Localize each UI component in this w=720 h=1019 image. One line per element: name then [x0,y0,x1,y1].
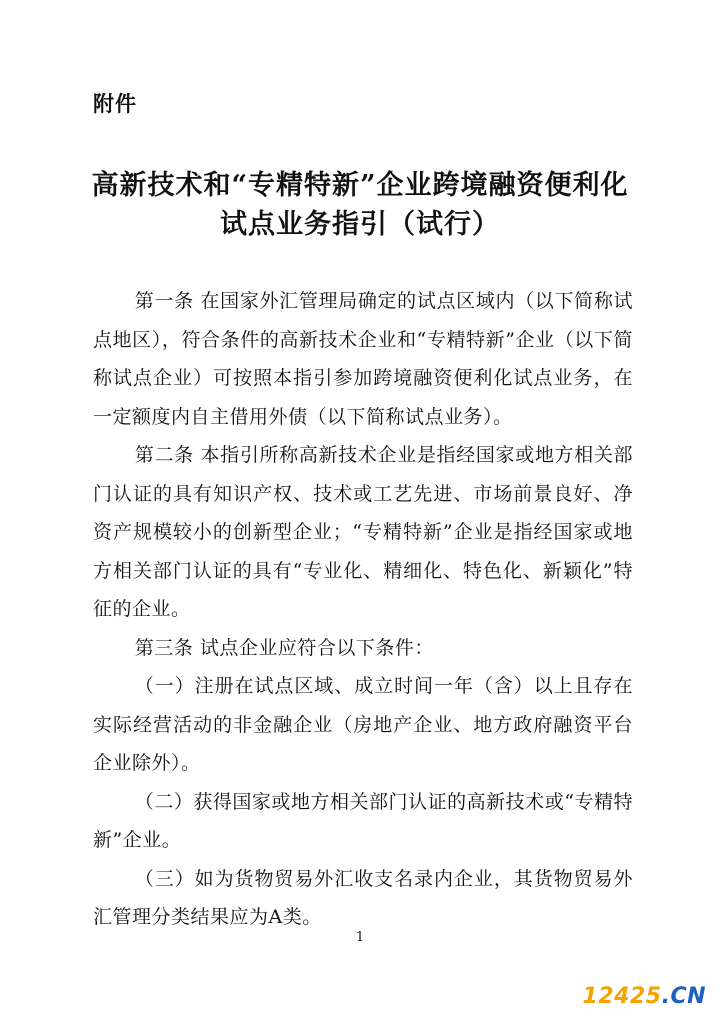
article-1-label: 第一条 [134,290,194,312]
article-1-paragraph [93,282,633,436]
article-1-text: 在国家外汇管理局确定的试点区域内（以下简称试点地区），符合条件的高新技术企业和“专精特新”企业（以下简称试点企业）可按照本指引参加跨境融资便利化试点业务，在一定额度内自主借用外债（以下简称试点业务）。 [93,290,633,428]
condition-1-paragraph: （一）注册在试点区域、成立时间一年（含）以上且存在实际经营活动的非金融企业（房地产企业、地方政府融资平台企业除外）。 [93,675,633,774]
document-body [93,282,633,937]
watermark-domain: CN [670,984,706,1009]
article-3-text: 试点企业应符合以下条件： [199,636,434,659]
site-watermark [583,984,706,1009]
condition-2-paragraph: （二）获得国家或地方相关部门认证的高新技术或“专精特新”企业。 [93,790,633,851]
document-title-line-1: 高新技术和“专精特新”企业跨境融资便利化 [91,170,629,201]
article-3-label: 第三条 [134,636,194,659]
article-2-paragraph [93,436,633,629]
page-number: 1 [355,930,365,945]
attachment-label: 附件 [93,92,137,116]
article-2-label: 第二条 [134,444,194,466]
condition-3-paragraph: （三）如为货物贸易外汇收支名录内企业，其货物贸易外汇管理分类结果应为A类。 [93,867,633,928]
watermark-dot: . [661,984,671,1009]
article-3-paragraph [93,629,633,668]
document-title-line-2: 试点业务指引（试行） [220,209,500,240]
article-2-text: 本指引所称高新技术企业是指经国家或地方相关部门认证的具有知识产权、技术或工艺先进、市场前景良好、净资产规模较小的创新型企业；“专精特新”企业是指经国家或地方相关部门认证的具有“专业化、精细化、特色化、新颖化”特征的企业。 [93,444,633,620]
watermark-number: 12425 [582,984,662,1009]
